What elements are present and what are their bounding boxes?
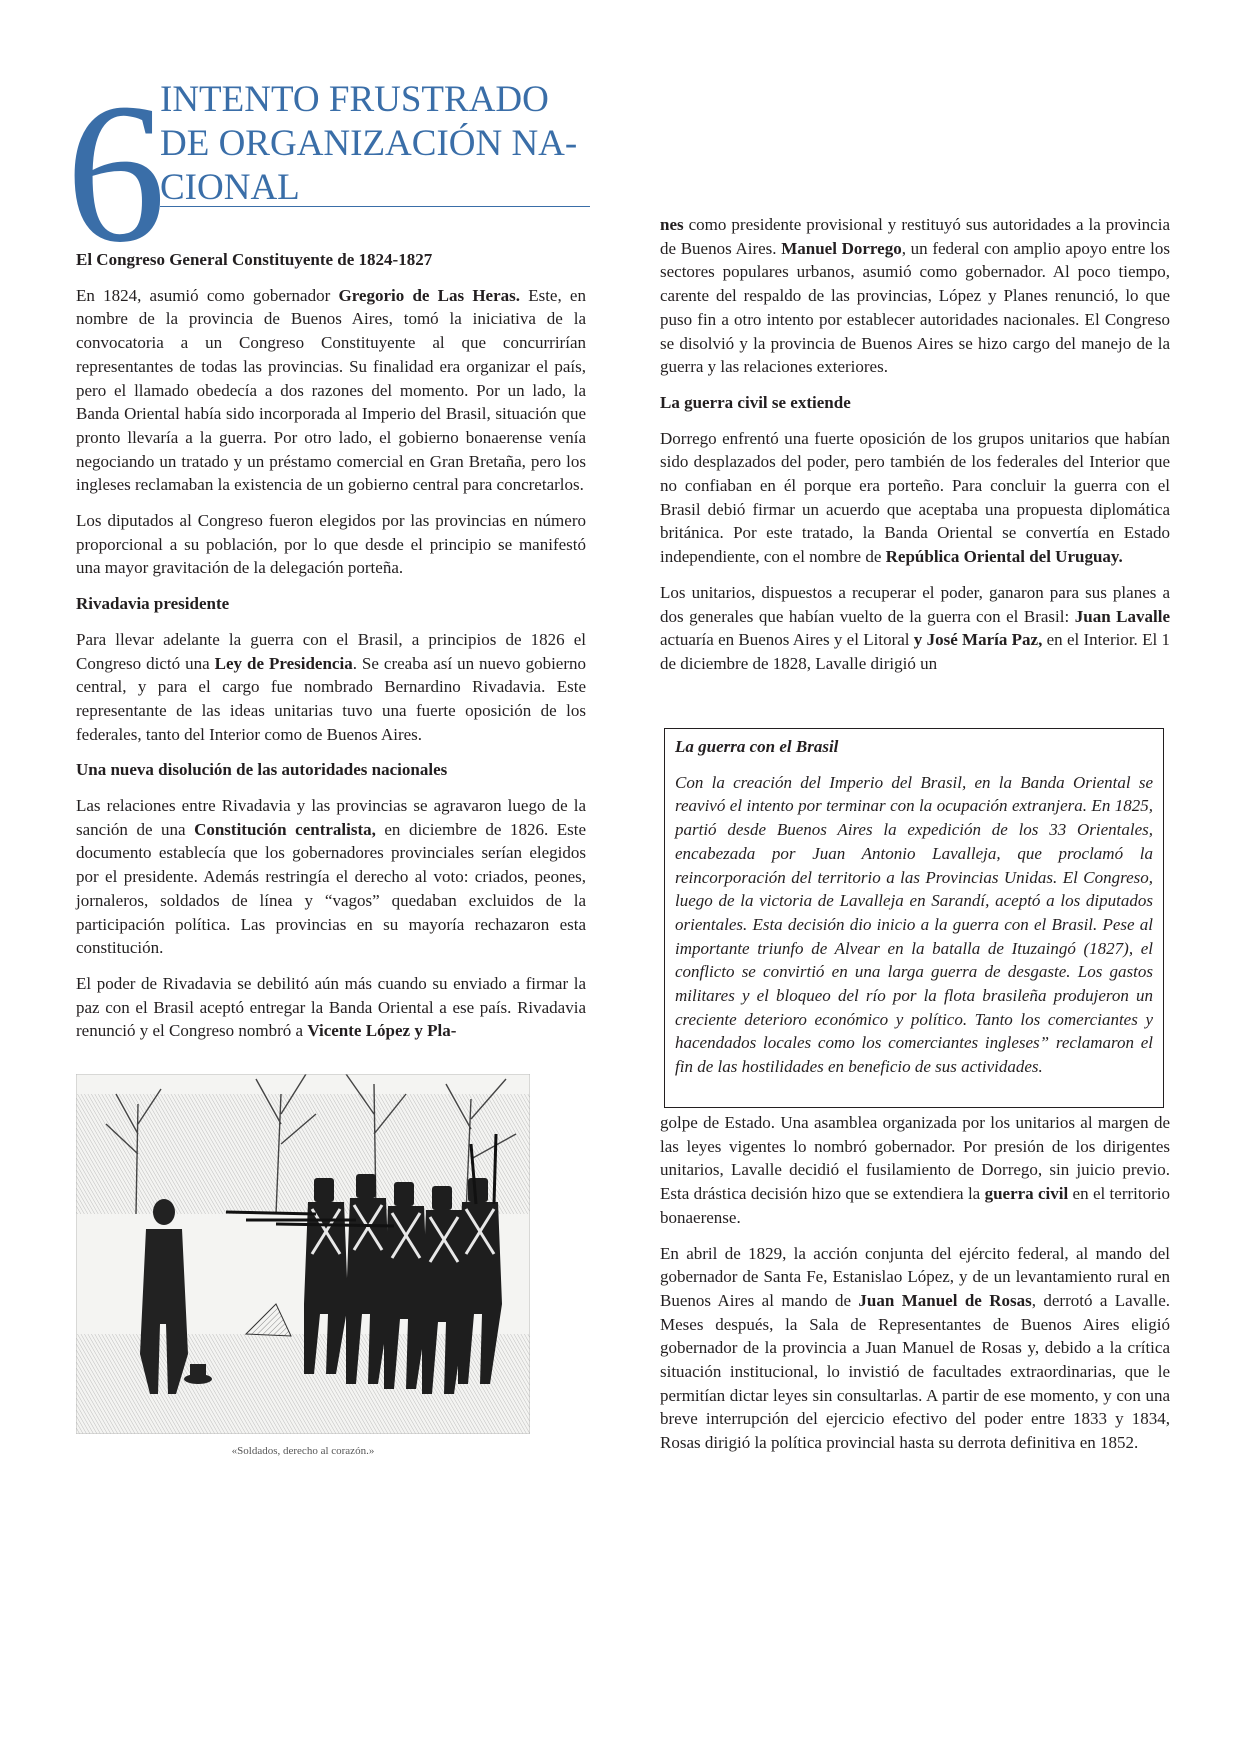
execution-engraving bbox=[76, 1074, 530, 1434]
bold-nes: nes bbox=[660, 215, 684, 234]
illustration-caption: «Soldados, derecho al corazón.» bbox=[231, 1445, 375, 1457]
bold-constitucion: Constitución centralista, bbox=[194, 819, 376, 839]
paragraph-constitucion: Las relaciones entre Rivadavia y las provincias se agravaron luego de la sanción de una Constitución centralista, en diciembre de 1826. Este documento establecía que los gobernadores provinciales serían elegidos por el presidente. Además restringía el derecho al voto: criados, peones, jornaleros, soldados de línea y “vagos” quedaban excluidos de la participación política. Las provincias en su mayoría rechazaron esta constitución. bbox=[76, 796, 587, 958]
section-heading-rivadavia: Rivadavia presidente bbox=[76, 594, 230, 614]
left-column bbox=[76, 248, 586, 1055]
bold-juan-manuel-de-rosas: Juan Manuel de Rosas bbox=[858, 1290, 1032, 1310]
section-heading-congreso: El Congreso General Constituyente de 1824-1827 bbox=[76, 250, 433, 269]
paragraph-diputados: Los diputados al Congreso fueron elegidos por las provincias en número proporcional a su población, por lo que desde el principio se manifestó una mayor gravitación de la delegación porteña. bbox=[76, 511, 586, 578]
paragraph-rosas: En abril de 1829, la acción conjunta del ejército federal, al mando del gobernador de Santa Fe, Estanislao López, y de un levantamiento rural en Buenos Aires al mando de Juan Manuel de Rosas, derrotó a Lavalle. Meses después, la Sala de Representantes de Buenos Aires eligió gobernador de la provincia a Juan Manuel de Rosas y, debido a la crítica situación institucional, lo invistió de facultades extraordinarias, que le permitían dictar leyes sin consultarlas. A partir de ese momento, y con una breve interrupción del ejercicio efectivo del poder entre 1833 y 1834, Rosas dirigió la política provincial hasta su derrota definitiva en 1852. bbox=[660, 1243, 1171, 1453]
bold-guerra-civil: guerra civil bbox=[984, 1184, 1069, 1204]
bold-vicente-lopez: Vicente López y Pla- bbox=[307, 1021, 457, 1041]
paragraph-ley-presidencia: Para llevar adelante la guerra con el Brasil, a principios de 1826 el Congreso dictó una Ley de Presidencia. Se creaba así un nuevo gobierno central, y para el cargo fue nombrado Bernardino Rivadavia. Este representante de las ideas unitarias tuvo una fuerte oposición de los federales, tanto del Interior como de Buenos Aires. bbox=[76, 629, 587, 744]
section-heading-disolucion: Una nueva disolución de las autoridades nacionales bbox=[76, 760, 448, 780]
chapter-title-line-3: CIONAL bbox=[160, 167, 300, 208]
sidebar-box-guerra-brasil bbox=[664, 728, 1164, 1108]
bold-jose-maria-paz: y José María Paz, bbox=[913, 630, 1043, 650]
bold-las-heras: Gregorio de Las Heras. bbox=[338, 285, 520, 305]
bold-republica-oriental: República Oriental del Uruguay. bbox=[885, 547, 1123, 567]
right-column bbox=[660, 213, 1170, 688]
bold-juan-lavalle: Juan Lavalle bbox=[1074, 606, 1170, 626]
paragraph-unitarios: Los unitarios, dispuestos a recuperar el poder, ganaron para sus planes a dos generales que habían vuelto de la guerra con el Brasil: Juan Lavalle actuaría en Buenos Aires y el Litoral y José María Paz, en el Interior. El 1 de diciembre de 1828, Lavalle dirigió un bbox=[660, 582, 1170, 673]
chapter-number: 6 bbox=[66, 63, 162, 284]
bold-manuel-dorrego: Manuel Dorrego bbox=[781, 238, 902, 258]
paragraph-oposicion-dorrego: Dorrego enfrentó una fuerte oposición de los grupos unitarios que habían sido desplazados del poder, pero también de los federales del Interior que no confiaban en él porque era porteño. Para concluir la guerra con el Brasil debió firmar un acuerdo que aceptaba una propuesta diplomática británica. Por este tratado, la Banda Oriental se convertía en Estado independiente, con el nombre de República Oriental del Uruguay. bbox=[660, 428, 1170, 567]
chapter-title bbox=[160, 78, 600, 210]
paragraph-golpe-estado: golpe de Estado. Una asamblea organizada por los unitarios al margen de las leyes vigentes lo nombró gobernador. Por presión de los dirigentes unitarios, Lavalle decidió el fusilamiento de Dorrego, sin juicio previo. Esta drástica decisión hizo que se extendiera la guerra civil en el territorio bonaerense. bbox=[660, 1113, 1170, 1227]
title-rule bbox=[160, 206, 590, 207]
right-column-bottom bbox=[660, 1111, 1170, 1467]
box-title: La guerra con el Brasil bbox=[675, 737, 839, 756]
paragraph-dorrego: nes como presidente provisional y restituyó sus autoridades a la provincia de Buenos Aires. Manuel Dorrego, un federal con amplio apoyo entre los sectores populares urbanos, asumió como gobernador. Al poco tiempo, carente del respaldo de las provincias, López y Planes renunció, lo que puso fin a otro intento por establecer autoridades nacionales. El Congreso se disolvió y la provincia de Buenos Aires se hizo cargo del manejo de la guerra y las relaciones exteriores. bbox=[660, 215, 1170, 377]
chapter-title-line-2: DE ORGANIZACIÓN NA- bbox=[160, 123, 578, 164]
section-heading-guerra-civil: La guerra civil se extiende bbox=[660, 392, 851, 412]
paragraph-las-heras: En 1824, asumió como gobernador Gregorio de Las Heras. Este, en nombre de la provincia de Buenos Aires, tomó la iniciativa de la convocatoria a un Congreso Constituyente al que concurrirían representantes de todas las provincias. Su finalidad era organizar el país, pero el llamado obedecía a dos razones del momento. Por un lado, la Banda Oriental había sido incorporada al Imperio del Brasil, situación que pronto llevaría a la guerra. Por otro lado, el gobierno bonaerense venía negociando un tratado y un préstamo comercial en Gran Bretaña, pero los ingleses reclamaban la existencia de un gobierno central para concretarlos. bbox=[76, 285, 586, 495]
bold-ley-presidencia: Ley de Presidencia bbox=[214, 653, 353, 673]
chapter-title-line-1: INTENTO FRUSTRADO bbox=[160, 79, 549, 120]
box-text: Con la creación del Imperio del Brasil, en la Banda Oriental se reavivó el intento por terminar con la ocupación extranjera. En 1825, partió desde Buenos Aires la expedición de los 33 Orientales, encabezada por Juan Antonio Lavalleja, que proclamó la reincorporación del territorio a las Provincias Unidas. El Congreso, luego de la victoria de Lavalleja en Sarandí, aceptó a los diputados orientales. Esta decisión dio inicio a la guerra con el Brasil. Pese al importante triunfo de Alvear en la batalla de Ituzaingó (1827), el conflicto se convirtió en una larga guerra de desgaste. Los gastos militares y el bloqueo del río por la flota brasileña produjeron un creciente deterioro económico y político. Tanto los comerciantes y hacendados locales como los comerciantes ingleses” reclamaron el fin de las hostilidades en beneficio de sus actividades. bbox=[675, 772, 1153, 1077]
paragraph-renuncia-rivadavia: El poder de Rivadavia se debilitó aún más cuando su enviado a firmar la paz con el Brasil aceptó entregar la Banda Oriental a ese país. Rivadavia renunció y el Congreso nombró a Vicente López y Pla- bbox=[76, 973, 586, 1041]
